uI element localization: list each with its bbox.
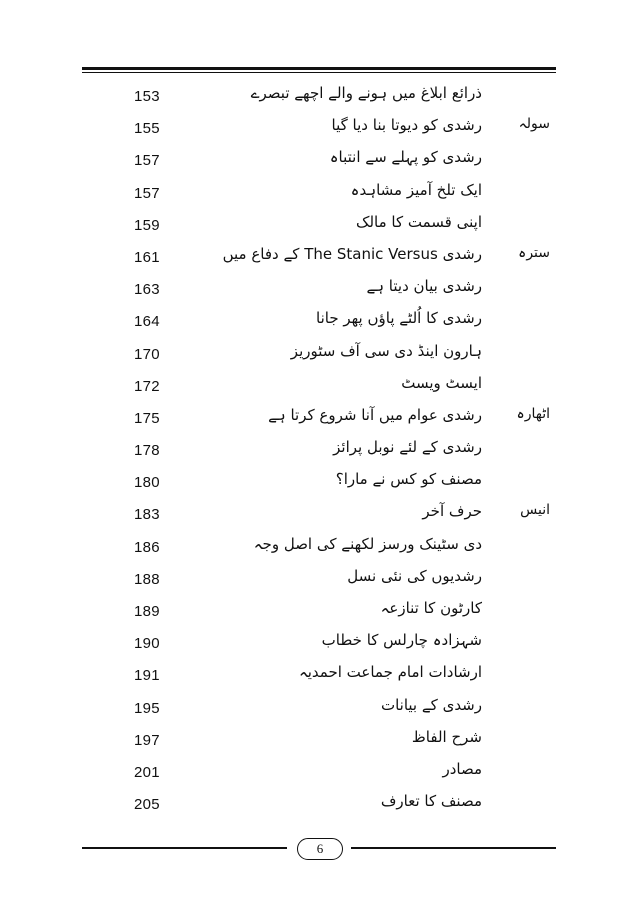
toc-page-number: 157 — [134, 184, 160, 202]
toc-chapter-label: انیس — [520, 502, 550, 519]
toc-row — [0, 696, 638, 728]
toc-row — [0, 245, 638, 277]
toc-row — [0, 502, 638, 534]
toc-page-number: 190 — [134, 635, 160, 653]
toc-entry-title: شہزادہ چارلس کا خطاب — [321, 631, 482, 650]
toc-row — [0, 277, 638, 309]
toc-row — [0, 663, 638, 695]
toc-entry-title: رشدی عوام میں آنا شروع کرتا ہے — [268, 405, 482, 424]
toc-page-number: 189 — [134, 603, 160, 620]
toc-page-number: 170 — [134, 345, 160, 363]
toc-entry-title: ایسٹ ویسٹ — [401, 373, 482, 392]
toc-entry-title: رشدی بیان دیتا ہے — [366, 277, 482, 296]
toc-row — [0, 148, 638, 180]
toc-row — [0, 535, 638, 567]
toc-row — [0, 792, 638, 824]
toc-entry-title: ارشادات امام جماعت احمدیہ — [298, 663, 482, 682]
top-rule-thin — [82, 72, 556, 73]
page-footer — [82, 838, 556, 860]
toc-entry-title: رشدی The Stanic Versus کے دفاع میں — [222, 244, 482, 263]
footer-rule-right — [351, 847, 556, 849]
toc-entry-title: دی سٹینک ورسز لکھنے کی اصل وجہ — [253, 534, 482, 553]
toc-entry-title: رشدی کو پہلے سے انتباہ — [329, 148, 482, 167]
toc-entry-title: رشدی کے بیانات — [380, 695, 482, 714]
toc-entry-title: رشدی کے لئے نوبل پرائز — [333, 438, 482, 457]
toc-page-number: 175 — [134, 409, 160, 427]
toc-entry-title: مصنف کا تعارف — [380, 792, 482, 811]
toc-entry-title: ہارون اینڈ دی سی آف سٹوریز — [290, 341, 482, 360]
toc-page-number: 183 — [134, 506, 160, 524]
toc-page-number: 172 — [134, 377, 160, 395]
toc-entry-title: ایک تلخ آمیز مشاہدہ — [350, 180, 482, 199]
toc-row — [0, 406, 638, 438]
toc-row — [0, 760, 638, 792]
toc-page-number: 157 — [134, 152, 160, 170]
toc-entry-title: رشدی کو دیوتا بنا دیا گیا — [331, 116, 482, 135]
toc-row — [0, 728, 638, 760]
toc-row — [0, 438, 638, 470]
toc-chapter-label: اٹھارہ — [516, 405, 550, 422]
toc-row — [0, 84, 638, 116]
toc-row — [0, 599, 638, 631]
toc-chapter-label: سترہ — [518, 244, 550, 261]
toc-page-number: 161 — [134, 248, 160, 266]
toc-row — [0, 309, 638, 341]
toc-page-number: 191 — [134, 667, 160, 685]
toc-entry-title: اپنی قسمت کا مالک — [356, 212, 482, 231]
top-rule-thick — [82, 67, 556, 70]
page-number-badge: 6 — [297, 838, 343, 860]
toc-row — [0, 567, 638, 599]
toc-page-number: 186 — [134, 538, 160, 556]
toc-page-number: 155 — [134, 120, 160, 138]
toc-chapter-label: سولہ — [518, 116, 550, 133]
toc-entry-title: کارٹون کا تنازعہ — [380, 599, 482, 617]
toc-entry-title: رشدی کا اُلٹے پاؤں پھر جانا — [316, 309, 482, 328]
toc-row — [0, 213, 638, 245]
toc-entry-title: مصادر — [442, 759, 482, 778]
toc-page-number: 159 — [134, 216, 160, 234]
toc-row — [0, 116, 638, 148]
footer-rule-left — [82, 847, 287, 849]
toc-page-number: 188 — [134, 570, 160, 588]
toc-row — [0, 374, 638, 406]
toc-row — [0, 342, 638, 374]
toc-page-number: 197 — [134, 731, 160, 749]
toc-entry-title: مصنف کو کس نے مارا؟ — [335, 470, 482, 489]
toc-row — [0, 470, 638, 502]
table-of-contents — [0, 84, 638, 824]
toc-page-number: 153 — [134, 88, 160, 105]
toc-entry-title: حرف آخر — [422, 502, 482, 521]
toc-row — [0, 181, 638, 213]
toc-page-number: 195 — [134, 699, 160, 717]
toc-entry-title: رشدیوں کی نئی نسل — [347, 566, 482, 585]
toc-page-number: 201 — [134, 763, 160, 781]
toc-entry-title: شرح الفاظ — [411, 727, 482, 746]
toc-entry-title: ذرائع ابلاغ میں ہونے والے اچھے تبصرے — [250, 84, 482, 102]
toc-page-number: 205 — [134, 796, 160, 814]
toc-page-number: 180 — [134, 474, 160, 492]
toc-row — [0, 631, 638, 663]
toc-page-number: 163 — [134, 281, 160, 299]
toc-page-number: 178 — [134, 442, 160, 460]
toc-page-number: 164 — [134, 313, 160, 331]
